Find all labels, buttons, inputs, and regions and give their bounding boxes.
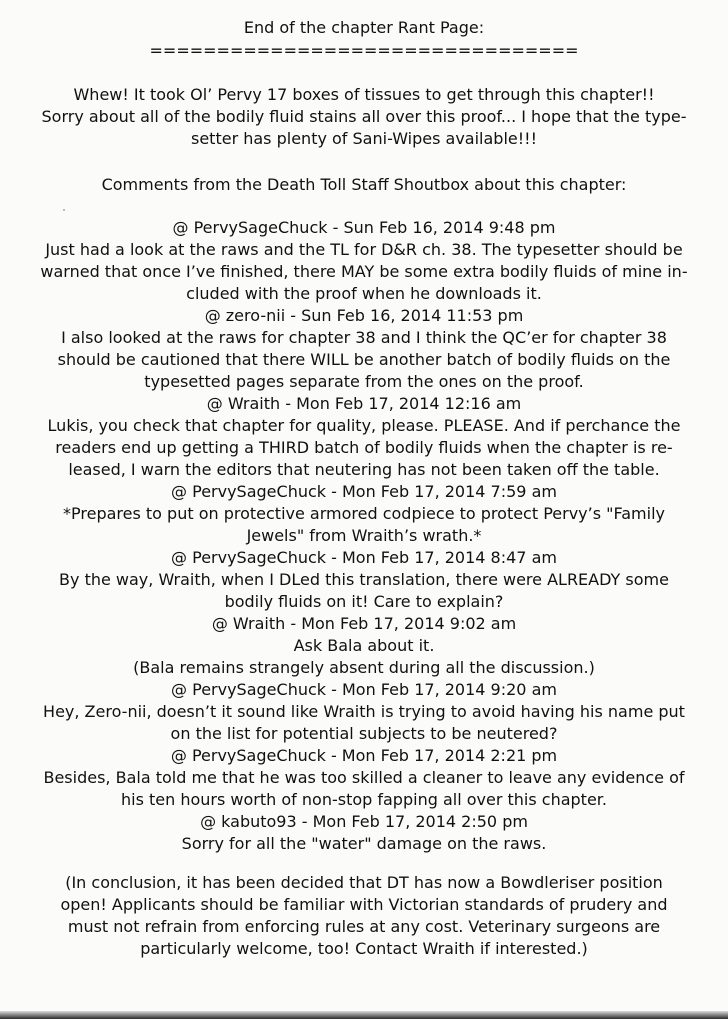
comment-header: @ PervySageChuck - Mon Feb 17, 2014 8:47 am xyxy=(171,548,557,567)
intro-line: Sorry about all of the bodily fluid stains all over this proof... I hope that the type- xyxy=(41,107,687,126)
conclusion-line: open! Applicants should be familiar with Victorian standards of prudery and xyxy=(60,895,668,914)
comment-header: @ zero-nii - Sun Feb 16, 2014 11:53 pm xyxy=(204,306,524,325)
comment-text: bodily fluids on it! Care to explain? xyxy=(224,592,504,611)
comment-text: By the way, Wraith, when I DLed this translation, there were ALREADY some xyxy=(59,570,669,589)
comment-header: @ Wraith - Mon Feb 17, 2014 12:16 am xyxy=(206,394,522,413)
comment-text: his ten hours worth of non-stop fapping all over this chapter. xyxy=(121,790,607,809)
intro-line: setter has plenty of Sani-Wipes available!!! xyxy=(191,129,537,148)
comment-text: Besides, Bala told me that he was too skilled a cleaner to leave any evidence of xyxy=(43,768,685,787)
comment-text: should be cautioned that there WILL be another batch of bodily fluids on the xyxy=(57,350,671,369)
comment-header: @ PervySageChuck - Sun Feb 16, 2014 9:48 pm xyxy=(172,218,556,237)
comment-text: readers end up getting a THIRD batch of bodily fluids when the chapter is re- xyxy=(55,438,673,457)
conclusion-paragraph xyxy=(0,872,728,960)
comment-text: Hey, Zero-nii, doesn’t it sound like Wraith is trying to avoid having his name put xyxy=(43,702,685,721)
comment-text: on the list for potential subjects to be neutered? xyxy=(170,724,558,743)
conclusion-line: particularly welcome, too! Contact Wraith if interested.) xyxy=(140,939,588,958)
comment-text: Jewels" from Wraith’s wrath.* xyxy=(246,526,482,545)
comment-header: @ PervySageChuck - Mon Feb 17, 2014 9:20 am xyxy=(171,680,557,699)
comment-header: @ PervySageChuck - Mon Feb 17, 2014 2:21 pm xyxy=(170,746,558,765)
comment-text: warned that once I’ve finished, there MAY be some extra bodily fluids of mine in- xyxy=(40,262,688,281)
title-underline: ================================ xyxy=(149,41,579,60)
comment-text: typesetted pages separate from the ones on the proof. xyxy=(144,372,584,391)
comment-header: @ kabuto93 - Mon Feb 17, 2014 2:50 pm xyxy=(200,812,528,831)
page-title: End of the chapter Rant Page: xyxy=(243,18,485,37)
comment-text: I also looked at the raws for chapter 38 and I think the QC’er for chapter 38 xyxy=(61,328,667,347)
conclusion-line: (In conclusion, it has been decided that DT has now a Bowdleriser position xyxy=(65,873,663,892)
comments-heading: Comments from the Death Toll Staff Shoutbox about this chapter: xyxy=(101,175,627,194)
comment-header: @ Wraith - Mon Feb 17, 2014 9:02 am xyxy=(211,614,517,633)
comment-header: @ PervySageChuck - Mon Feb 17, 2014 7:59 am xyxy=(171,482,557,501)
comment-text: Lukis, you check that chapter for quality, please. PLEASE. And if perchance the xyxy=(47,416,681,435)
comment-text: leased, I warn the editors that neutering has not been taken off the table. xyxy=(68,460,660,479)
comment-text: Ask Bala about it. xyxy=(293,636,435,655)
comment-text: Sorry for all the "water" damage on the raws. xyxy=(181,834,547,853)
scan-speck xyxy=(63,209,65,211)
comment-text: *Prepares to put on protective armored codpiece to protect Pervy’s "Family xyxy=(63,504,665,523)
comment-text: (Bala remains strangely absent during all the discussion.) xyxy=(133,658,595,677)
shoutbox-thread xyxy=(0,217,728,855)
conclusion-line: must not refrain from enforcing rules at any cost. Veterinary surgeons are xyxy=(67,917,661,936)
comment-text: cluded with the proof when he downloads it. xyxy=(186,284,542,303)
scan-edge xyxy=(0,1011,728,1019)
intro-paragraph xyxy=(0,84,728,150)
intro-line: Whew! It took Ol’ Pervy 17 boxes of tissues to get through this chapter!! xyxy=(73,85,655,104)
comment-text: Just had a look at the raws and the TL for D&R ch. 38. The typesetter should be xyxy=(45,240,683,259)
